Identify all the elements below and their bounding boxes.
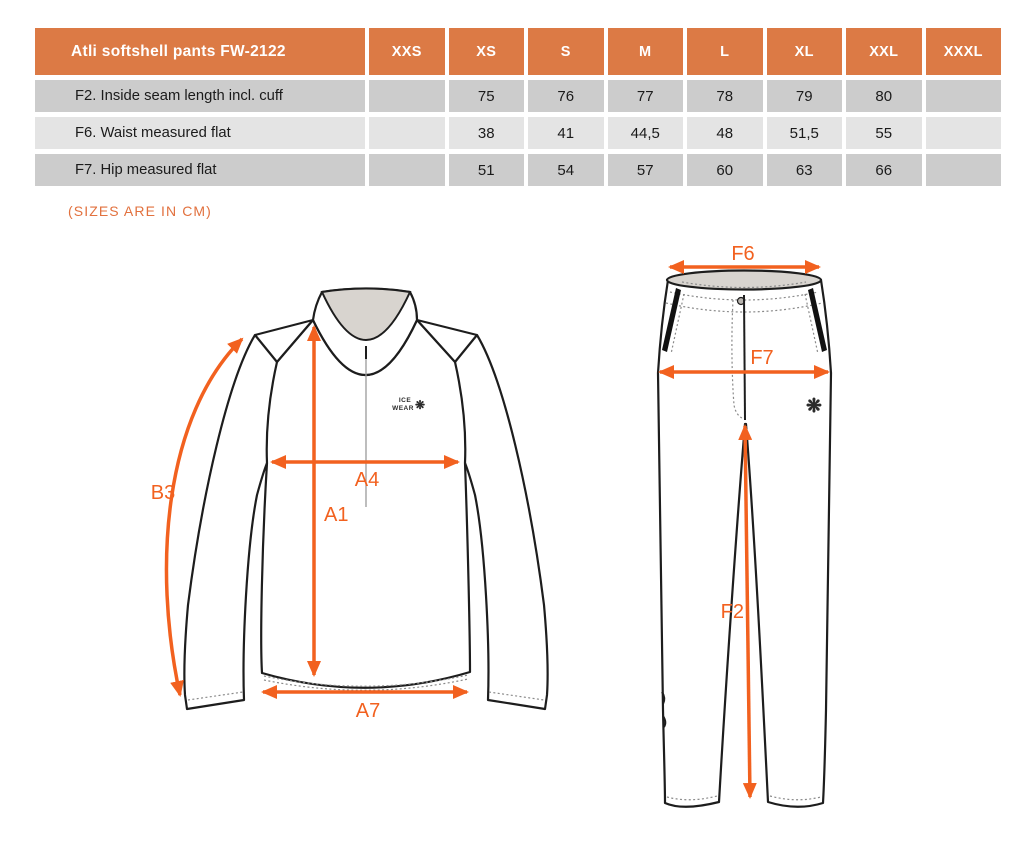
value-cell [926,80,1002,112]
size-col-header-xs: XS [449,28,525,75]
measure-label-f2: F2 [720,601,744,623]
value-cell: 63 [767,154,843,186]
waist-opening [667,271,821,290]
value-cell: 66 [846,154,922,186]
value-cell: 76 [528,80,604,112]
size-col-header-xxxl: XXXL [926,28,1002,75]
brand-logo-line1: ICE [398,397,412,404]
measure-label-b3: B3 [150,482,176,504]
row-label-cell: F2. Inside seam length incl. cuff [35,80,365,112]
size-col-header-s: S [528,28,604,75]
measure-label-f6: F6 [731,243,755,265]
size-col-header-xxs: XXS [369,28,445,75]
snowflake-icon: ❋ [414,398,426,412]
sizes-unit-note: (SIZES ARE IN CM) [68,203,212,219]
value-cell: 51,5 [767,117,843,149]
table-row-inseam [35,80,1001,112]
table-header-row [35,28,1001,75]
value-cell [369,154,445,186]
size-col-header-xxl: XXL [846,28,922,75]
row-label-cell: F6. Waist measured flat [35,117,365,149]
measure-label-a4: A4 [354,469,380,491]
value-cell: 78 [687,80,763,112]
brand-logo-line2: WEAR [392,405,414,412]
size-col-header-l: L [687,28,763,75]
table-row-hip [35,154,1001,186]
value-cell: 80 [846,80,922,112]
pullover-measurement-diagram [130,245,600,745]
size-chart-table [35,28,1001,191]
measure-label-a1: A1 [324,504,349,526]
value-cell: 54 [528,154,604,186]
value-cell: 41 [528,117,604,149]
value-cell: 48 [687,117,763,149]
value-cell [369,80,445,112]
measure-label-a7: A7 [355,700,381,722]
measure-label-f7: F7 [750,347,774,369]
table-row-waist [35,117,1001,149]
product-title-cell: Atli softshell pants FW-2122 [35,28,365,75]
value-cell: 38 [449,117,525,149]
size-col-header-m: M [608,28,684,75]
value-cell: 75 [449,80,525,112]
value-cell: 51 [449,154,525,186]
value-cell [369,117,445,149]
snowflake-icon: ❋ [806,396,822,417]
size-col-header-xl: XL [767,28,843,75]
value-cell: 44,5 [608,117,684,149]
value-cell [926,154,1002,186]
value-cell: 60 [687,154,763,186]
value-cell: 79 [767,80,843,112]
pants-measurement-diagram [620,240,940,840]
value-cell: 57 [608,154,684,186]
fly-center-seam [744,295,745,420]
value-cell: 77 [608,80,684,112]
value-cell: 55 [846,117,922,149]
value-cell [926,117,1002,149]
row-label-cell: F7. Hip measured flat [35,154,365,186]
